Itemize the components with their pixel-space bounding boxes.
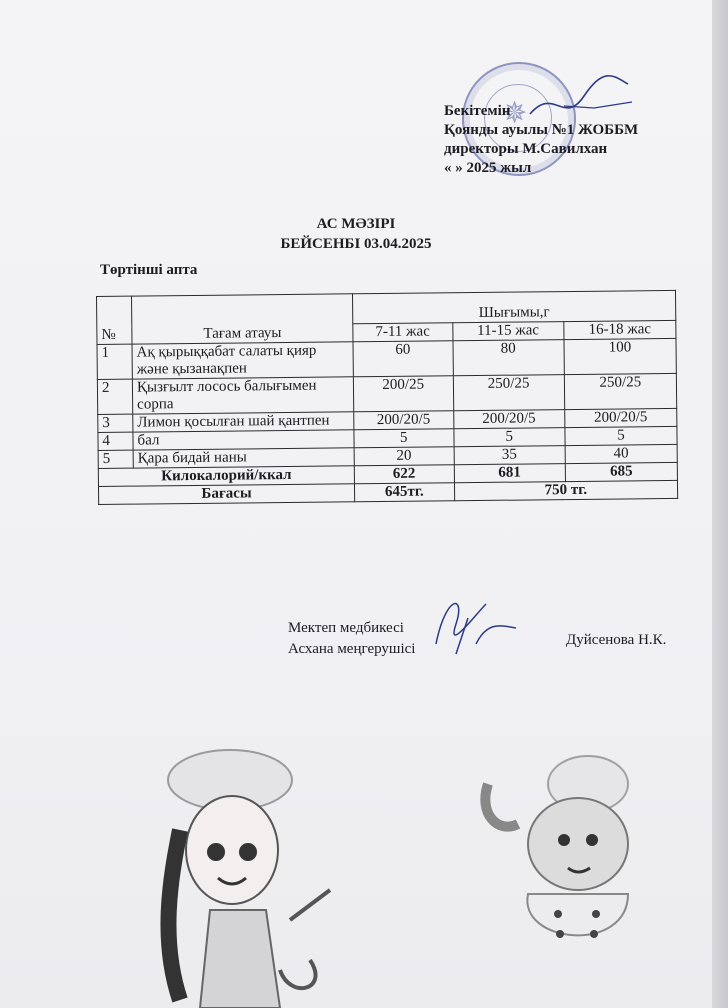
row-dish-name: Қара бидай наны [133,448,354,468]
page-edge [712,0,728,1008]
chef-boy-illustration-icon [468,744,668,954]
row-number: 1 [97,344,132,379]
signer-name: Дуйсенова Н.К. [566,632,667,648]
row-dish-name: Қызғылт лосось балығымен сорпа [132,377,353,414]
row-dish-name: бал [133,430,354,450]
approval-school: Қоянды ауылы №1 ЖОББМ [444,122,639,138]
row-value: 100 [564,338,677,374]
header-age-7-11: 7-11 жас [353,323,453,342]
canteen-manager-label: Асхана меңгерушісі [288,641,416,657]
signers-block [288,618,415,660]
row-value: 250/25 [564,373,677,409]
header-dish-name: Тағам атауы [132,294,353,344]
row-value: 80 [453,340,565,376]
row-value: 5 [565,426,677,445]
price-value-senior: 750 тг. [454,480,678,500]
approval-line: Бекітемін [444,103,511,119]
row-value: 60 [353,341,453,377]
approval-director: директоры М.Савилхан [444,141,608,157]
approval-block [444,102,638,178]
row-dish-name: Ақ қырыққабат салаты қияр және қызанақпен [132,342,353,379]
price-value-junior: 645тг. [354,483,454,502]
week-label: Төртінші апта [100,262,198,278]
row-value: 5 [453,428,564,447]
row-value: 200/20/5 [354,411,454,430]
menu-table [96,290,678,505]
seal-stamp-icon: ✵ [462,62,576,176]
row-value: 200/20/5 [565,408,677,427]
kcal-value: 685 [565,462,677,481]
signatures-icon [426,584,526,664]
kcal-label: Килокалорий/ккал [98,466,354,487]
document-date: БЕЙСЕНБІ 03.04.2025 [280,236,432,252]
header-number: № [97,296,133,344]
row-value: 35 [454,446,565,465]
kcal-value: 681 [454,464,565,483]
nurse-label: Мектеп медбикесі [288,620,404,636]
approval-date: « » 2025 жыл [444,160,532,176]
chef-girl-illustration-icon [140,740,340,1008]
row-number: 5 [98,450,133,468]
header-age-16-18: 16-18 жас [564,320,676,339]
row-value: 200/25 [353,376,453,412]
row-value: 5 [354,429,454,448]
header-age-11-15: 11-15 жас [452,322,563,341]
header-yield: Шығымы,г [352,290,675,323]
row-value: 250/25 [453,375,565,411]
row-number: 4 [98,432,133,450]
row-number: 2 [97,379,132,414]
row-value: 20 [354,447,454,466]
document-title: АС МӘЗІРІ [316,216,396,232]
kcal-value: 622 [354,465,454,484]
row-value: 40 [565,444,677,463]
price-label: Бағасы [98,484,354,505]
row-value: 200/20/5 [453,410,564,429]
row-dish-name: Лимон қосылған шай қантпен [133,412,354,432]
row-number: 3 [98,414,133,432]
